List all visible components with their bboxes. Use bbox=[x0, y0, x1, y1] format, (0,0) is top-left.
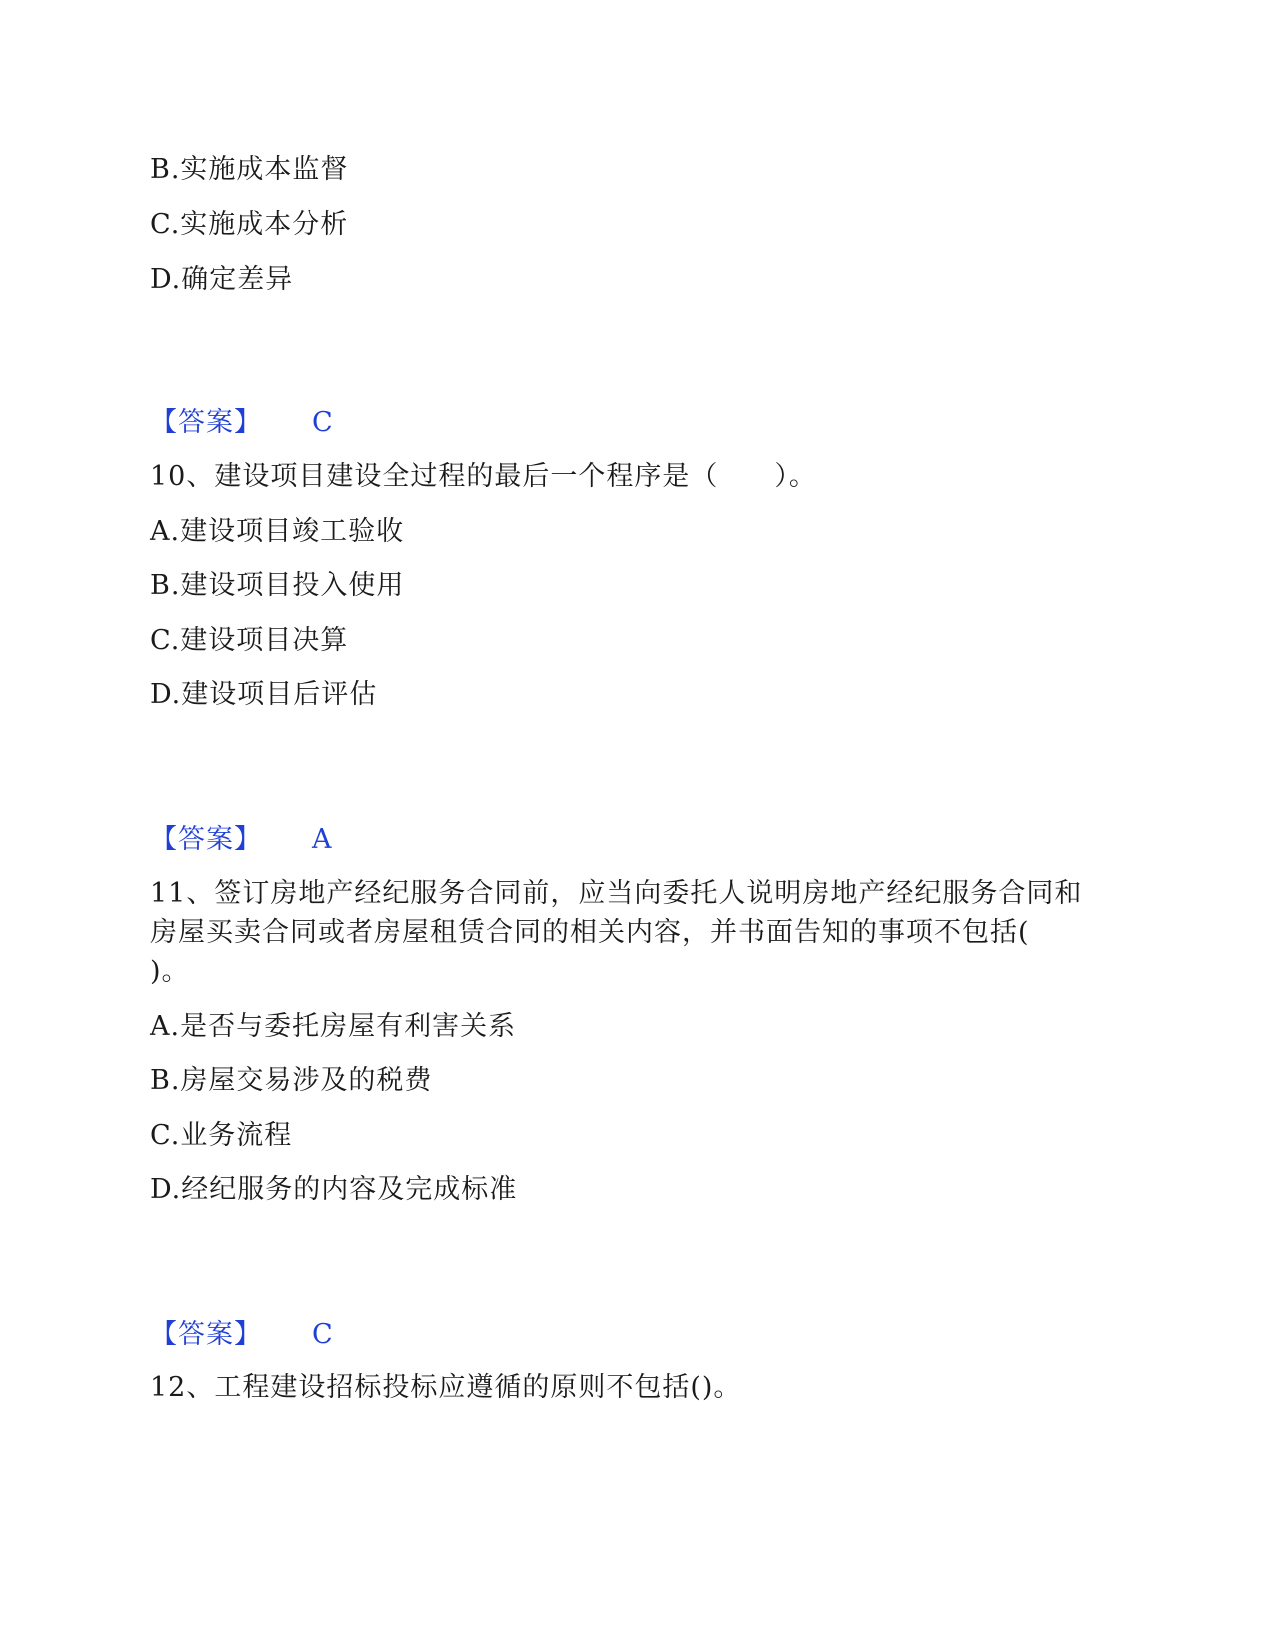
q9-option-b: B.实施成本监督 bbox=[150, 154, 349, 185]
q11-option-c: C.业务流程 bbox=[150, 1120, 293, 1151]
q11-stem-line2: 房屋买卖合同或者房屋租赁合同的相关内容，并书面告知的事项不包括( bbox=[150, 917, 1030, 948]
q10-stem: 10、建设项目建设全过程的最后一个程序是（ ）。 bbox=[150, 461, 817, 492]
q12-stem: 12、工程建设招标投标应遵循的原则不包括()。 bbox=[150, 1372, 742, 1403]
q10-option-b: B.建设项目投入使用 bbox=[150, 570, 405, 601]
q11-option-b: B.房屋交易涉及的税费 bbox=[150, 1065, 433, 1096]
q11-option-a: A.是否与委托房屋有利害关系 bbox=[150, 1011, 517, 1042]
q9-answer bbox=[150, 405, 334, 441]
answer-value: C bbox=[312, 407, 334, 438]
q10-option-a: A.建设项目竣工验收 bbox=[150, 516, 405, 547]
answer-label: 【答案】 bbox=[150, 1319, 262, 1350]
q11-answer bbox=[150, 1317, 334, 1353]
q10-option-d: D.建设项目后评估 bbox=[150, 679, 378, 710]
q11-stem-line3: )。 bbox=[150, 956, 190, 987]
q10-option-c: C.建设项目决算 bbox=[150, 625, 349, 656]
q11-stem-line1: 11、签订房地产经纪服务合同前，应当向委托人说明房地产经纪服务合同和 bbox=[150, 878, 1083, 909]
q9-option-d: D.确定差异 bbox=[150, 264, 294, 295]
answer-value: C bbox=[312, 1319, 334, 1350]
answer-label: 【答案】 bbox=[150, 824, 262, 855]
q9-option-c: C.实施成本分析 bbox=[150, 209, 349, 240]
answer-value: A bbox=[312, 824, 333, 855]
q11-option-d: D.经纪服务的内容及完成标准 bbox=[150, 1174, 518, 1205]
q10-answer bbox=[150, 822, 333, 858]
answer-label: 【答案】 bbox=[150, 407, 262, 438]
